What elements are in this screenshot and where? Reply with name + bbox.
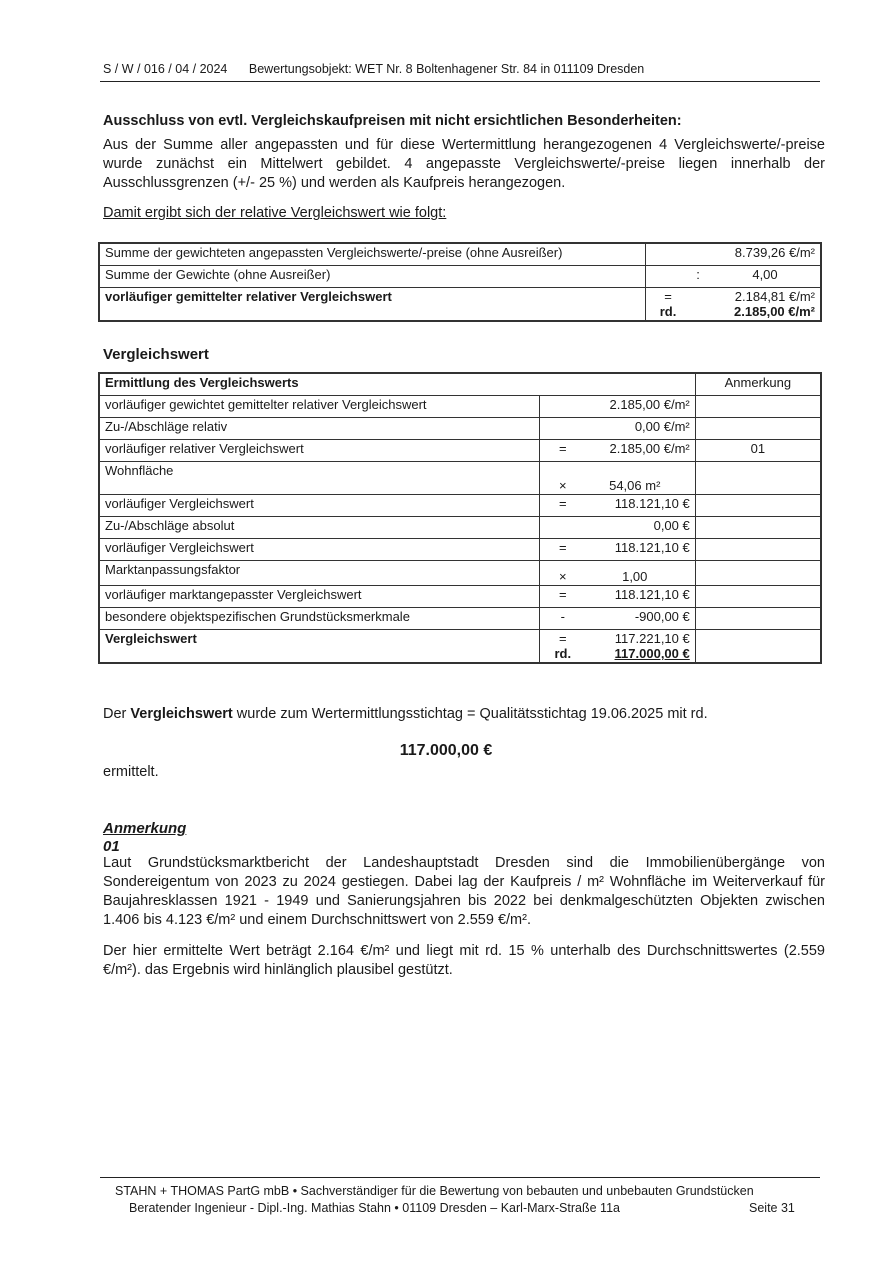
page-number: Seite 31 — [749, 1201, 795, 1215]
table-row — [99, 561, 821, 586]
note-title: Anmerkung — [103, 820, 187, 837]
exclusion-title: Ausschluss von evtl. Vergleichskaufpreisen mit nicht ersichtlichen Besonderheiten: — [103, 113, 682, 129]
row-label: Marktanpassungsfaktor — [99, 561, 539, 586]
footer-address: Beratender Ingenieur - Dipl.-Ing. Mathias Stahn • 01109 Dresden – Karl-Marx-Straße 11a — [129, 1201, 620, 1215]
table-row — [99, 495, 821, 517]
row-value: 2.185,00 €/m² — [609, 441, 690, 456]
row-note — [695, 418, 821, 440]
row-note — [695, 462, 821, 495]
row-operator: × — [558, 569, 567, 584]
row-label: vorläufiger gewichtet gemittelter relativer Vergleichswert — [99, 396, 539, 418]
header-divider — [100, 81, 820, 82]
row-operator: × — [558, 478, 567, 493]
table-row — [99, 266, 821, 288]
row-value-rounded: 2.185,00 €/m² — [734, 304, 815, 319]
row-operator: : — [696, 267, 700, 282]
document-reference: S / W / 016 / 04 / 2024 — [103, 62, 228, 76]
row-label: vorläufiger Vergleichswert — [99, 495, 539, 517]
result-sentence-post: wurde zum Wertermittlungsstichtag = Qualitätsstichtag 19.06.2025 mit rd. — [232, 706, 708, 722]
row-note — [695, 517, 821, 539]
row-label: Summe der Gewichte (ohne Ausreißer) — [99, 266, 645, 288]
row-label: Summe der gewichteten angepassten Vergleichswerte/-preise (ohne Ausreißer) — [99, 243, 645, 266]
row-label: Vergleichswert — [99, 630, 539, 664]
valuation-object: Bewertungsobjekt: WET Nr. 8 Boltenhagener Str. 84 in 011109 Dresden — [248, 62, 645, 76]
row-note — [695, 561, 821, 586]
note-number: 01 — [103, 838, 120, 855]
row-label: vorläufiger relativer Vergleichswert — [99, 440, 539, 462]
note-text-1: Laut Grundstücksmarktbericht der Landeshauptstadt Dresden sind die Immobilienübergänge von Sondereigentum von 2023 zu 2024 gestiegen. Dabei lag der Kaufpreis / m² Wohnfläche im Weiterverkauf für Baujahresklassen 1921 - 1949 und Sanierungsjahren bis 2022 bei denkmalgeschützten Objekten zwischen 1.406 bis 4.123 €/m² und einem Durchschnittswert von 2.559 €/m². — [103, 855, 825, 928]
row-operator-rounded: rd. — [554, 646, 572, 661]
row-operator: = — [558, 441, 567, 456]
exclusion-intro: Damit ergibt sich der relative Vergleichswert wie folgt: — [103, 205, 447, 221]
row-value: 54,06 m² — [609, 478, 661, 493]
row-label: vorläufiger gemittelter relativer Vergleichswert — [99, 288, 645, 322]
table-row — [99, 517, 821, 539]
row-value: 118.121,10 € — [614, 540, 690, 555]
row-label: Zu-/Abschläge absolut — [99, 517, 539, 539]
row-operator: - — [560, 609, 565, 624]
row-value: 2.185,00 €/m² — [609, 397, 690, 412]
row-label: vorläufiger Vergleichswert — [99, 539, 539, 561]
page-header — [103, 62, 644, 76]
table-header-note: Anmerkung — [695, 373, 821, 396]
row-operator: = — [558, 631, 567, 646]
table-header-label: Ermittlung des Vergleichswerts — [99, 373, 695, 396]
table-row — [99, 462, 821, 495]
row-value: 0,00 €/m² — [634, 419, 690, 434]
table-header-row — [99, 373, 821, 396]
section-title-vergleichswert: Vergleichswert — [103, 346, 209, 363]
note-text-2: Der hier ermittelte Wert beträgt 2.164 €/m² und liegt mit rd. 15 % unterhalb des Durchschnittswertes (2.559 €/m²). das Ergebnis wird hinlänglich plausibel gestützt. — [103, 943, 825, 978]
table-row — [99, 396, 821, 418]
row-value-rounded: 117.000,00 € — [614, 646, 690, 661]
row-operator: = — [558, 587, 567, 602]
row-value: -900,00 € — [634, 609, 690, 624]
row-value: 117.221,10 € — [614, 631, 690, 646]
result-suffix: ermittelt. — [103, 764, 159, 780]
row-note — [695, 396, 821, 418]
row-value: 2.184,81 €/m² — [734, 289, 815, 304]
footer-line-1: STAHN + THOMAS PartG mbB • Sachverständiger für die Bewertung von bebauten und unbebauten Grundstücken — [115, 1184, 754, 1198]
row-note — [695, 586, 821, 608]
table-row — [99, 243, 821, 266]
row-value: 118.121,10 € — [614, 496, 690, 511]
row-note — [695, 539, 821, 561]
row-operator: = — [558, 496, 567, 511]
table-row — [99, 440, 821, 462]
row-label: vorläufiger marktangepasster Vergleichswert — [99, 586, 539, 608]
row-label: besondere objektspezifischen Grundstücksmerkmale — [99, 608, 539, 630]
table-row — [99, 630, 821, 664]
table-row — [99, 418, 821, 440]
table-row — [99, 288, 821, 322]
row-value: 4,00 — [752, 267, 778, 282]
table-row — [99, 586, 821, 608]
row-note — [695, 608, 821, 630]
relative-value-table — [98, 242, 822, 322]
result-sentence-bold: Vergleichswert — [130, 706, 233, 722]
table-row — [99, 539, 821, 561]
footer-line-2 — [129, 1201, 795, 1215]
row-label: Zu-/Abschläge relativ — [99, 418, 539, 440]
row-value: 8.739,26 €/m² — [734, 245, 815, 260]
row-operator: = — [664, 289, 672, 304]
row-note — [695, 495, 821, 517]
row-operator: = — [558, 540, 567, 555]
exclusion-text: Aus der Summe aller angepassten und für diese Wertermittlung herangezogenen 4 Vergleichswerte/-preise wurde zunächst ein Mittelwert gebildet. 4 angepasste Vergleichswerte/-preise liegen innerhalb der Ausschlussgrenzen (+/- 25 %) und werden als Kaufpreis herangezogen. — [103, 137, 825, 191]
result-sentence-pre: Der — [103, 706, 131, 722]
row-value: 1,00 — [622, 569, 648, 584]
footer-divider — [100, 1177, 820, 1178]
comparison-value-table — [98, 372, 822, 664]
row-label: Wohnfläche — [99, 462, 539, 495]
row-note — [695, 630, 821, 664]
row-value: 0,00 € — [653, 518, 690, 533]
row-note: 01 — [695, 440, 821, 462]
row-operator-rounded: rd. — [659, 304, 677, 319]
row-value: 118.121,10 € — [614, 587, 690, 602]
result-value: 117.000,00 € — [399, 742, 493, 759]
result-sentence — [103, 706, 708, 722]
table-row — [99, 608, 821, 630]
